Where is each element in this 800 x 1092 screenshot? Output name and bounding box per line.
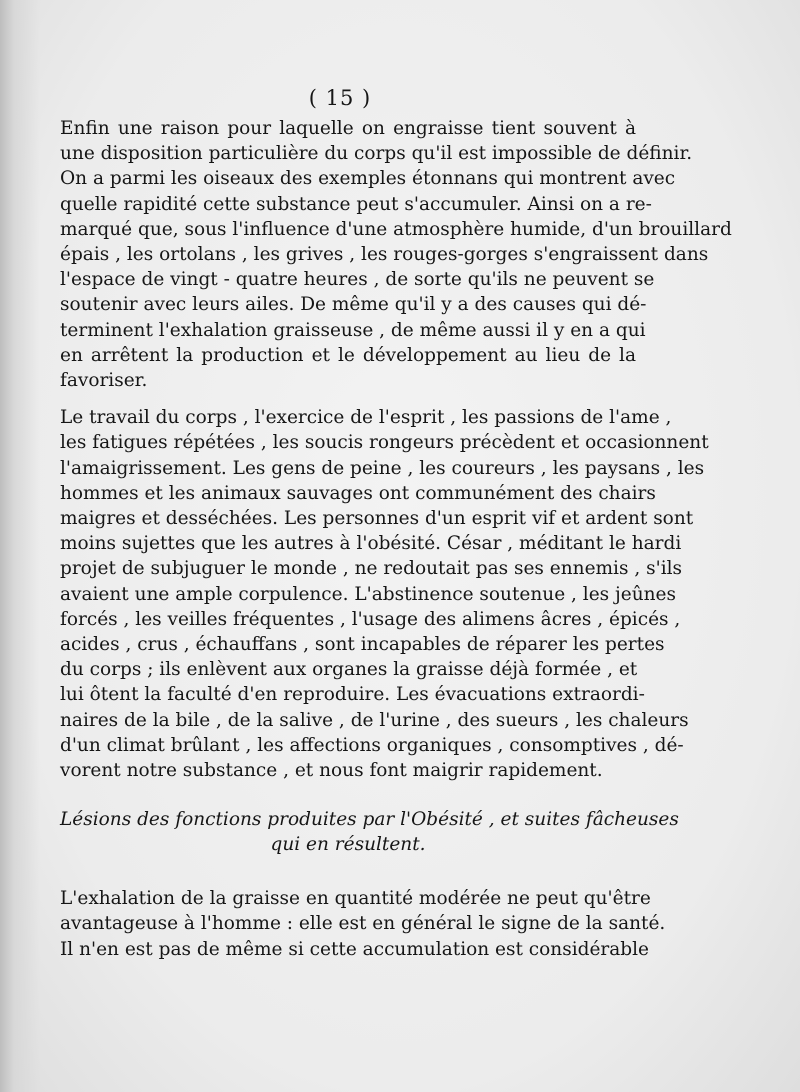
- text-line: quelle rapidité cette substance peut s'accumuler. Ainsi on a re-: [60, 193, 652, 215]
- text-line: vorent notre substance , et nous font maigrir rapidement.: [60, 760, 603, 782]
- text-line: Enfin une raison pour laquelle on engraisse tient souvent à: [60, 118, 636, 139]
- text-line: forcés , les veilles fréquentes , l'usage des alimens âcres , épicés ,: [60, 608, 681, 630]
- text-line: l'amaigrissement. Les gens de peine , les coureurs , les paysans , les: [60, 457, 705, 479]
- text-line: moins sujettes que les autres à l'obésité. César , méditant le hardi: [60, 533, 682, 555]
- text-line: l'espace de vingt - quatre heures , de sorte qu'ils ne peuvent se: [60, 269, 655, 291]
- section-heading-line-2: qui en résultent.: [270, 834, 426, 856]
- text-line: L'exhalation de la graisse en quantité modérée ne peut qu'être: [60, 888, 651, 910]
- text-line: lui ôtent la faculté d'en reproduire. Les évacuations extraordi-: [60, 684, 645, 706]
- text-line: soutenir avec leurs ailes. De même qu'il y a des causes qui dé-: [60, 294, 647, 316]
- text-line: épais , les ortolans , les grives , les rouges-gorges s'engraissent dans: [60, 244, 709, 266]
- text-line: Il n'en est pas de même si cette accumulation est considérable: [60, 938, 649, 960]
- text-line: hommes et les animaux sauvages ont communément des chairs: [60, 482, 656, 504]
- paragraph-1: [60, 116, 732, 393]
- text-line: acides , crus , échauffans , sont incapables de réparer les pertes: [60, 634, 665, 656]
- text-line: projet de subjuguer le monde , ne redoutait pas ses ennemis , s'ils: [60, 558, 683, 580]
- text-line: avaient une ample corpulence. L'abstinence soutenue , les jeûnes: [60, 583, 676, 605]
- text-line: maigres et desséchées. Les personnes d'un esprit vif et ardent sont: [60, 508, 694, 530]
- binding-gutter-shadow: [0, 0, 40, 1092]
- text-line: Le travail du corps , l'exercice de l'esprit , les passions de l'ame ,: [60, 407, 672, 429]
- paragraph-3: [60, 886, 666, 962]
- body-text: [60, 116, 732, 962]
- paragraph-2: [60, 405, 709, 783]
- text-line: naires de la bile , de la salive , de l'urine , des sueurs , les chaleurs: [60, 709, 689, 731]
- section-heading: [60, 807, 679, 857]
- text-line: terminent l'exhalation graisseuse , de même aussi il y en a qui: [60, 319, 646, 341]
- text-line: favoriser.: [60, 370, 148, 392]
- page-number: ( 15 ): [308, 86, 372, 110]
- text-line: en arrêtent la production et le développement au lieu de la: [60, 344, 636, 366]
- text-line: une disposition particulière du corps qu'il est impossible de définir.: [60, 143, 693, 165]
- text-line: avantageuse à l'homme : elle est en général le signe de la santé.: [60, 913, 666, 935]
- text-line: les fatigues répétées , les soucis rongeurs précèdent et occasionnent: [60, 432, 709, 454]
- text-line: d'un climat brûlant , les affections organiques , consomptives , dé-: [60, 734, 684, 756]
- text-line: On a parmi les oiseaux des exemples étonnans qui montrent avec: [60, 168, 676, 190]
- text-line: marqué que, sous l'influence d'une atmosphère humide, d'un brouillard: [60, 218, 732, 240]
- text-line: du corps ; ils enlèvent aux organes la graisse déjà formée , et: [60, 659, 638, 681]
- section-heading-line-1: Lésions des fonctions produites par l'Obésité , et suites fâcheuses: [60, 809, 679, 831]
